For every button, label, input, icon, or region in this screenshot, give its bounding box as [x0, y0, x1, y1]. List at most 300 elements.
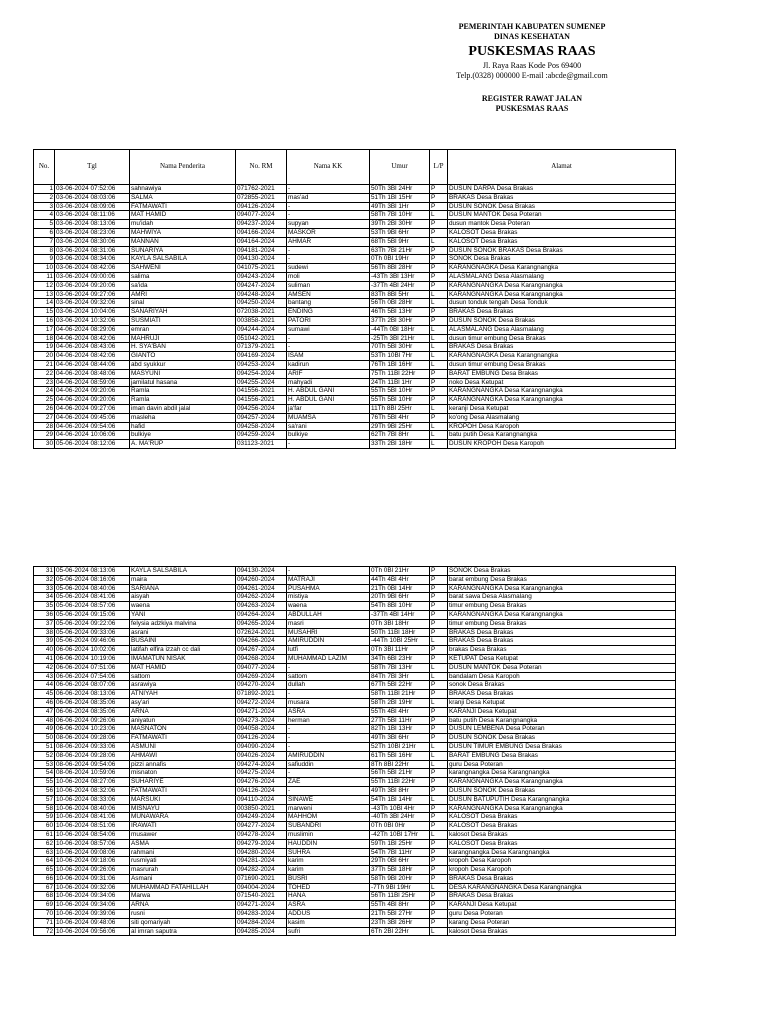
cell-lp: L — [430, 404, 448, 413]
cell-no-rm: 031123-2021 — [236, 440, 287, 449]
table-row — [34, 584, 676, 593]
table-row — [34, 795, 676, 804]
cell-tgl: 10-06-2024 09:34:06 — [55, 892, 130, 901]
cell-nama-kk: waena — [287, 602, 370, 611]
table-row — [34, 308, 676, 317]
cell-tgl: 10-06-2024 08:33:06 — [55, 795, 130, 804]
cell-tgl: 08-06-2024 09:28:06 — [55, 734, 130, 743]
cell-nama-kk: TOHED — [287, 883, 370, 892]
cell-nama-penderita: emran — [130, 325, 236, 334]
cell-tgl: 08-06-2024 09:54:06 — [55, 760, 130, 769]
cell-no: 65 — [34, 866, 55, 875]
cell-tgl: 04-06-2024 08:29:06 — [55, 325, 130, 334]
cell-no: 25 — [34, 396, 55, 405]
cell-tgl: 10-06-2024 09:31:06 — [55, 874, 130, 883]
cell-umur: 54Th 1Bl 14Hr — [370, 795, 430, 804]
cell-alamat: kropoh Desa Karopoh — [448, 866, 676, 875]
cell-tgl: 03-06-2024 10:32:06 — [55, 316, 130, 325]
cell-tgl: 03-06-2024 08:34:06 — [55, 255, 130, 264]
cell-tgl: 10-06-2024 08:54:06 — [55, 830, 130, 839]
cell-no: 12 — [34, 281, 55, 290]
cell-nama-kk: - — [287, 246, 370, 255]
cell-tgl: 04-06-2024 08:59:06 — [55, 378, 130, 387]
cell-lp: P — [430, 892, 448, 901]
table-row — [34, 646, 676, 655]
cell-nama-kk: - — [287, 343, 370, 352]
table-row — [34, 751, 676, 760]
cell-nama-kk: kasim — [287, 918, 370, 927]
table-row — [34, 202, 676, 211]
cell-tgl: 06-06-2024 08:35:06 — [55, 698, 130, 707]
cell-alamat: SONOK Desa Brakas — [448, 255, 676, 264]
table-row — [34, 628, 676, 637]
table-row — [34, 440, 676, 449]
cell-nama-kk: MAHHOM — [287, 813, 370, 822]
table-row — [34, 325, 676, 334]
cell-lp: L — [430, 637, 448, 646]
register-subtitle: PUSKESMAS RAAS — [495, 104, 569, 113]
cell-no-rm: 094280-2024 — [236, 848, 287, 857]
register-table-page1 — [33, 149, 676, 449]
cell-alamat: DUSUN DARPA Desa Brakas — [448, 185, 676, 194]
cell-nama-kk: musara — [287, 698, 370, 707]
cell-tgl: 10-06-2024 09:32:06 — [55, 883, 130, 892]
cell-tgl: 03-06-2024 09:32:06 — [55, 299, 130, 308]
cell-alamat: noko Desa Ketupat — [448, 378, 676, 387]
cell-lp: L — [430, 237, 448, 246]
cell-tgl: 06-06-2024 07:51:06 — [55, 663, 130, 672]
cell-nama-kk: SUHRA — [287, 848, 370, 857]
cell-umur: 76Th 5Bl 4Hr — [370, 413, 430, 422]
cell-tgl: 05-06-2024 09:15:06 — [55, 610, 130, 619]
cell-no: 2 — [34, 193, 55, 202]
cell-tgl: 06-06-2024 08:35:06 — [55, 707, 130, 716]
cell-tgl: 06-06-2024 08:13:06 — [55, 690, 130, 699]
cell-lp: P — [430, 567, 448, 576]
cell-umur: 50Th 3Bl 24Hr — [370, 185, 430, 194]
cell-nama-kk: H. ABDUL GANI — [287, 387, 370, 396]
cell-no: 63 — [34, 848, 55, 857]
cell-no-rm: 094263-2024 — [236, 602, 287, 611]
cell-no: 1 — [34, 185, 55, 194]
cell-lp: P — [430, 610, 448, 619]
cell-no: 37 — [34, 619, 55, 628]
cell-no: 7 — [34, 237, 55, 246]
table-row — [34, 822, 676, 831]
cell-nama-penderita: Ramla — [130, 387, 236, 396]
table-body-page2 — [34, 567, 676, 936]
cell-alamat: KALOSOT Desa Brakas — [448, 822, 676, 831]
cell-nama-penderita: masleha — [130, 413, 236, 422]
table-row — [34, 716, 676, 725]
cell-tgl: 08-06-2024 09:28:06 — [55, 751, 130, 760]
cell-tgl: 10-06-2024 08:27:06 — [55, 778, 130, 787]
cell-no-rm: 094130-2024 — [236, 255, 287, 264]
cell-umur: 59Th 1Bl 25Hr — [370, 839, 430, 848]
cell-nama-kk: sufri — [287, 927, 370, 936]
cell-nama-penderita: latifah elfira izzah cc dali — [130, 646, 236, 655]
cell-tgl: 04-06-2024 08:48:06 — [55, 369, 130, 378]
cell-umur: 63Th 7Bl 21Hr — [370, 246, 430, 255]
cell-nama-penderita: MAT HAMID — [130, 211, 236, 220]
cell-nama-kk: dullah — [287, 681, 370, 690]
cell-lp: P — [430, 220, 448, 229]
cell-tgl: 10-06-2024 09:39:06 — [55, 910, 130, 919]
cell-alamat: DUSUN MANTOK Desa Poteran — [448, 663, 676, 672]
cell-nama-penderita: H. SYA'BAN — [130, 343, 236, 352]
cell-alamat: KARANJI Desa Ketupat — [448, 707, 676, 716]
cell-nama-kk: mistiya — [287, 593, 370, 602]
cell-umur: 0Th 0Bl 21Hr — [370, 567, 430, 576]
table-row — [34, 654, 676, 663]
cell-nama-penderita: musawer — [130, 830, 236, 839]
cell-umur: 53Th 10Bl 7Hr — [370, 352, 430, 361]
cell-lp: L — [430, 343, 448, 352]
table-row — [34, 637, 676, 646]
cell-no: 62 — [34, 839, 55, 848]
cell-nama-penderita: MAT HAMID — [130, 663, 236, 672]
cell-no: 49 — [34, 725, 55, 734]
table-row — [34, 413, 676, 422]
cell-umur: -40Th 3Bl 24Hr — [370, 813, 430, 822]
cell-nama-kk: SUBANDRI — [287, 822, 370, 831]
cell-alamat: kranji Desa Ketupat — [448, 698, 676, 707]
cell-alamat: BRAKAS Desa Brakas — [448, 690, 676, 699]
cell-no: 67 — [34, 883, 55, 892]
table-row — [34, 760, 676, 769]
cell-alamat: brakas Desa Brakas — [448, 646, 676, 655]
cell-no-rm: 094254-2024 — [236, 369, 287, 378]
cell-nama-kk: AMIRUDDIN — [287, 637, 370, 646]
cell-umur: 29Th 0Bl 6Hr — [370, 857, 430, 866]
cell-alamat: DESA KARANGNANGKA Desa Karangnangka — [448, 883, 676, 892]
cell-lp: L — [430, 760, 448, 769]
table-row — [34, 185, 676, 194]
cell-nama-penderita: aisyah — [130, 593, 236, 602]
cell-alamat: DUSUN SONOK Desa Brakas — [448, 786, 676, 795]
table-row — [34, 734, 676, 743]
cell-no: 51 — [34, 742, 55, 751]
cell-alamat: kalosot Desa Brakas — [448, 830, 676, 839]
col-header-umur: Umur — [370, 150, 430, 185]
cell-nama-penderita: masrurah — [130, 866, 236, 875]
cell-tgl: 03-06-2024 08:09:06 — [55, 202, 130, 211]
cell-no-rm: 094237-2024 — [236, 220, 287, 229]
cell-no-rm: 094275-2024 — [236, 769, 287, 778]
cell-tgl: 10-06-2024 09:18:06 — [55, 857, 130, 866]
cell-tgl: 10-06-2024 09:56:06 — [55, 927, 130, 936]
cell-nama-kk: - — [287, 211, 370, 220]
register-title: REGISTER RAWAT JALAN — [481, 94, 583, 103]
cell-nama-kk: ISAM — [287, 352, 370, 361]
cell-no-rm: 094126-2024 — [236, 734, 287, 743]
cell-tgl: 05-06-2024 09:22:06 — [55, 619, 130, 628]
cell-lp: P — [430, 725, 448, 734]
cell-alamat: DUSUN BATUPUTIH Desa Karangnangka — [448, 795, 676, 804]
cell-nama-penderita: IRAWATI — [130, 822, 236, 831]
table-row — [34, 830, 676, 839]
cell-no: 4 — [34, 211, 55, 220]
cell-lp: P — [430, 910, 448, 919]
table-row — [34, 901, 676, 910]
cell-no: 29 — [34, 431, 55, 440]
cell-alamat: BRAKAS Desa Brakas — [448, 193, 676, 202]
cell-nama-penderita: MAHWIYA — [130, 228, 236, 237]
cell-alamat: KARANGNAGKA Desa Karangnangka — [448, 352, 676, 361]
cell-lp: P — [430, 857, 448, 866]
table-row — [34, 387, 676, 396]
cell-nama-kk: AHMAR — [287, 237, 370, 246]
table-row — [34, 228, 676, 237]
cell-no-rm: 094266-2024 — [236, 637, 287, 646]
cell-no-rm: 094077-2024 — [236, 663, 287, 672]
cell-lp: P — [430, 813, 448, 822]
cell-umur: 61Th 5Bl 16Hr — [370, 751, 430, 760]
table-row — [34, 813, 676, 822]
cell-lp: P — [430, 575, 448, 584]
table-row — [34, 610, 676, 619]
cell-tgl: 06-06-2024 10:23:06 — [55, 725, 130, 734]
cell-lp: P — [430, 272, 448, 281]
cell-umur: -44Th 10Bl 25Hr — [370, 637, 430, 646]
cell-no-rm: 094273-2024 — [236, 716, 287, 725]
cell-alamat: keranji Desa Ketupat — [448, 404, 676, 413]
cell-no-rm: 094130-2024 — [236, 567, 287, 576]
cell-tgl: 05-06-2024 08:40:06 — [55, 584, 130, 593]
cell-no: 55 — [34, 778, 55, 787]
cell-tgl: 04-06-2024 09:45:06 — [55, 413, 130, 422]
cell-nama-kk: MUSAHRI — [287, 628, 370, 637]
cell-nama-penderita: KAYLA SALSABILA — [130, 255, 236, 264]
cell-nama-kk: - — [287, 725, 370, 734]
cell-no-rm: 094181-2024 — [236, 246, 287, 255]
table-row — [34, 690, 676, 699]
cell-alamat: KALOSOT Desa Brakas — [448, 813, 676, 822]
cell-no: 34 — [34, 593, 55, 602]
cell-no-rm: 094077-2024 — [236, 211, 287, 220]
cell-no: 71 — [34, 918, 55, 927]
cell-nama-penderita: rahmani — [130, 848, 236, 857]
cell-tgl: 03-06-2024 07:52:06 — [55, 185, 130, 194]
cell-no-rm: 094090-2024 — [236, 742, 287, 751]
cell-no-rm: 094255-2024 — [236, 378, 287, 387]
cell-umur: 55Th 4Bl 4Hr — [370, 707, 430, 716]
cell-tgl: 03-06-2024 08:23:06 — [55, 228, 130, 237]
table-row — [34, 575, 676, 584]
cell-nama-penderita: AHMAWI — [130, 751, 236, 760]
cell-nama-penderita: MUHAMMAD FATAHILLAH — [130, 883, 236, 892]
cell-no: 13 — [34, 290, 55, 299]
table-row — [34, 804, 676, 813]
cell-lp: P — [430, 396, 448, 405]
cell-lp: P — [430, 228, 448, 237]
government-name: PEMERINTAH KABUPATEN SUMENEP — [458, 22, 606, 31]
cell-no: 66 — [34, 874, 55, 883]
table-row — [34, 264, 676, 273]
cell-nama-penderita: asrawiya — [130, 681, 236, 690]
cell-no-rm: 094248-2024 — [236, 290, 287, 299]
table-row — [34, 698, 676, 707]
cell-no-rm: 094277-2024 — [236, 822, 287, 831]
cell-nama-penderita: aniyatun — [130, 716, 236, 725]
cell-umur: 0Th 0Bl 19Hr — [370, 255, 430, 264]
cell-umur: 54Th 8Bl 10Hr — [370, 602, 430, 611]
cell-nama-penderita: al imran saputra — [130, 927, 236, 936]
cell-no-rm: 094271-2024 — [236, 901, 287, 910]
cell-alamat: DUSUN SONOK Desa Brakas — [448, 316, 676, 325]
cell-nama-penderita: ATNIYAH — [130, 690, 236, 699]
cell-no: 26 — [34, 404, 55, 413]
cell-alamat: KARANGNANGKA Desa Karangnangka — [448, 281, 676, 290]
cell-no: 44 — [34, 681, 55, 690]
cell-no-rm: 094256-2024 — [236, 404, 287, 413]
cell-nama-penderita: YANI — [130, 610, 236, 619]
cell-lp: L — [430, 440, 448, 449]
cell-umur: 58Th 7Bl 13Hr — [370, 663, 430, 672]
cell-nama-penderita: ARNA — [130, 901, 236, 910]
cell-nama-penderita: pizzi annafis — [130, 760, 236, 769]
cell-nama-kk: bulkiye — [287, 431, 370, 440]
cell-nama-kk: ADDUS — [287, 910, 370, 919]
cell-umur: 44Th 4Bl 4Hr — [370, 575, 430, 584]
cell-nama-kk: masri — [287, 619, 370, 628]
cell-nama-kk: - — [287, 734, 370, 743]
cell-nama-kk: PATORI — [287, 316, 370, 325]
cell-no: 42 — [34, 663, 55, 672]
cell-lp: L — [430, 751, 448, 760]
table-row — [34, 316, 676, 325]
table-row — [34, 237, 676, 246]
register-table-page2 — [33, 566, 676, 936]
cell-lp: P — [430, 202, 448, 211]
cell-alamat: timur embung Desa Brakas — [448, 619, 676, 628]
cell-nama-kk: MUHAMMAD LAZIM — [287, 654, 370, 663]
cell-alamat: KARANGNANGKA Desa Karangnangka — [448, 778, 676, 787]
facility-contact: Telp.(0328) 000000 E-mail :abcde@gmail.com — [456, 71, 608, 80]
cell-no: 33 — [34, 584, 55, 593]
cell-nama-kk: ASRA — [287, 901, 370, 910]
cell-nama-penderita: MANNAN — [130, 237, 236, 246]
cell-no: 57 — [34, 795, 55, 804]
cell-tgl: 04-06-2024 08:43:06 — [55, 343, 130, 352]
table-row — [34, 246, 676, 255]
cell-nama-kk: MATRAJI — [287, 575, 370, 584]
cell-umur: 83Th 8Bl 5Hr — [370, 290, 430, 299]
cell-lp: P — [430, 264, 448, 273]
cell-lp: P — [430, 387, 448, 396]
col-header-tgl: Tgl — [55, 150, 130, 185]
cell-alamat: DUSUN TIMUR EMBUNG Desa Brakas — [448, 742, 676, 751]
cell-no-rm: 094285-2024 — [236, 927, 287, 936]
cell-alamat: KARANJI Desa Ketupat — [448, 901, 676, 910]
cell-nama-penderita: felysia adzkiya malvina — [130, 619, 236, 628]
cell-no-rm: 071690-2021 — [236, 874, 287, 883]
cell-nama-penderita: MAHRUJI — [130, 334, 236, 343]
cell-tgl: 10-06-2024 08:51:06 — [55, 822, 130, 831]
cell-tgl: 03-06-2024 08:31:06 — [55, 246, 130, 255]
cell-lp: P — [430, 185, 448, 194]
table-row — [34, 369, 676, 378]
cell-nama-penderita: sahnawiya — [130, 185, 236, 194]
cell-nama-penderita: ASMA — [130, 839, 236, 848]
cell-alamat: batu putih Desa Karangnangka — [448, 716, 676, 725]
cell-nama-kk: - — [287, 202, 370, 211]
cell-no: 56 — [34, 786, 55, 795]
cell-lp: P — [430, 918, 448, 927]
cell-umur: 6Th 2Bl 22Hr — [370, 927, 430, 936]
cell-no-rm: 094259-2024 — [236, 431, 287, 440]
cell-no-rm: 094260-2024 — [236, 575, 287, 584]
cell-no: 39 — [34, 637, 55, 646]
cell-umur: 49Th 3Bl 1Hr — [370, 202, 430, 211]
cell-lp: P — [430, 769, 448, 778]
cell-no-rm: 094250-2024 — [236, 299, 287, 308]
cell-no: 31 — [34, 567, 55, 576]
cell-umur: 82Th 1Bl 13Hr — [370, 725, 430, 734]
cell-nama-penderita: SUNARIYA — [130, 246, 236, 255]
cell-nama-penderita: mu'idah — [130, 220, 236, 229]
cell-alamat: BRAKAS Desa Brakas — [448, 308, 676, 317]
cell-nama-penderita: MISNAYU — [130, 804, 236, 813]
cell-nama-kk: - — [287, 786, 370, 795]
cell-nama-penderita: misnaton — [130, 769, 236, 778]
cell-alamat: ALASMALANG Desa Alasmalang — [448, 325, 676, 334]
cell-tgl: 03-06-2024 09:00:06 — [55, 272, 130, 281]
cell-alamat: KARANGNANGKA Desa Karangnangka — [448, 396, 676, 405]
cell-alamat: KETUPAT Desa Ketupat — [448, 654, 676, 663]
table-row — [34, 918, 676, 927]
cell-nama-kk: kadirun — [287, 360, 370, 369]
cell-nama-kk: bantang — [287, 299, 370, 308]
cell-alamat: BRAKAS Desa Brakas — [448, 343, 676, 352]
cell-umur: 37Th 2Bl 30Hr — [370, 316, 430, 325]
table-row — [34, 211, 676, 220]
table-row — [34, 281, 676, 290]
table-row — [34, 910, 676, 919]
cell-alamat: dusun timur embung Desa Brakas — [448, 360, 676, 369]
cell-nama-penderita: MUNAWARA — [130, 813, 236, 822]
cell-umur: 51Th 1Bl 15Hr — [370, 193, 430, 202]
document-header — [400, 22, 664, 114]
cell-lp: L — [430, 360, 448, 369]
table-row — [34, 663, 676, 672]
cell-nama-penderita: KAYLA SALSABILA — [130, 567, 236, 576]
cell-nama-penderita: waena — [130, 602, 236, 611]
cell-umur: 56Th 0Bl 28Hr — [370, 299, 430, 308]
cell-nama-kk: AMSEN — [287, 290, 370, 299]
cell-no: 60 — [34, 822, 55, 831]
cell-no: 53 — [34, 760, 55, 769]
cell-tgl: 05-06-2024 08:13:06 — [55, 567, 130, 576]
cell-umur: 68Th 5Bl 9Hr — [370, 237, 430, 246]
cell-umur: 0Th 3Bl 11Hr — [370, 646, 430, 655]
cell-nama-penderita: MASNATON — [130, 725, 236, 734]
cell-alamat: DUSUN SONOK Desa Brakas — [448, 734, 676, 743]
cell-nama-penderita: AMRI — [130, 290, 236, 299]
cell-nama-penderita: BUSAINI — [130, 637, 236, 646]
cell-no: 70 — [34, 910, 55, 919]
cell-umur: -7Th 9Bl 19Hr — [370, 883, 430, 892]
cell-alamat: SONOK Desa Brakas — [448, 567, 676, 576]
cell-alamat: DUSUN KROPOH Desa Karopoh — [448, 440, 676, 449]
cell-no-rm: 094126-2024 — [236, 786, 287, 795]
cell-nama-kk: MASKOR — [287, 228, 370, 237]
table-body-page1 — [34, 185, 676, 449]
cell-umur: 50Th 11Bl 18Hr — [370, 628, 430, 637]
cell-no-rm: 041075-2021 — [236, 264, 287, 273]
cell-no: 61 — [34, 830, 55, 839]
table-row — [34, 786, 676, 795]
